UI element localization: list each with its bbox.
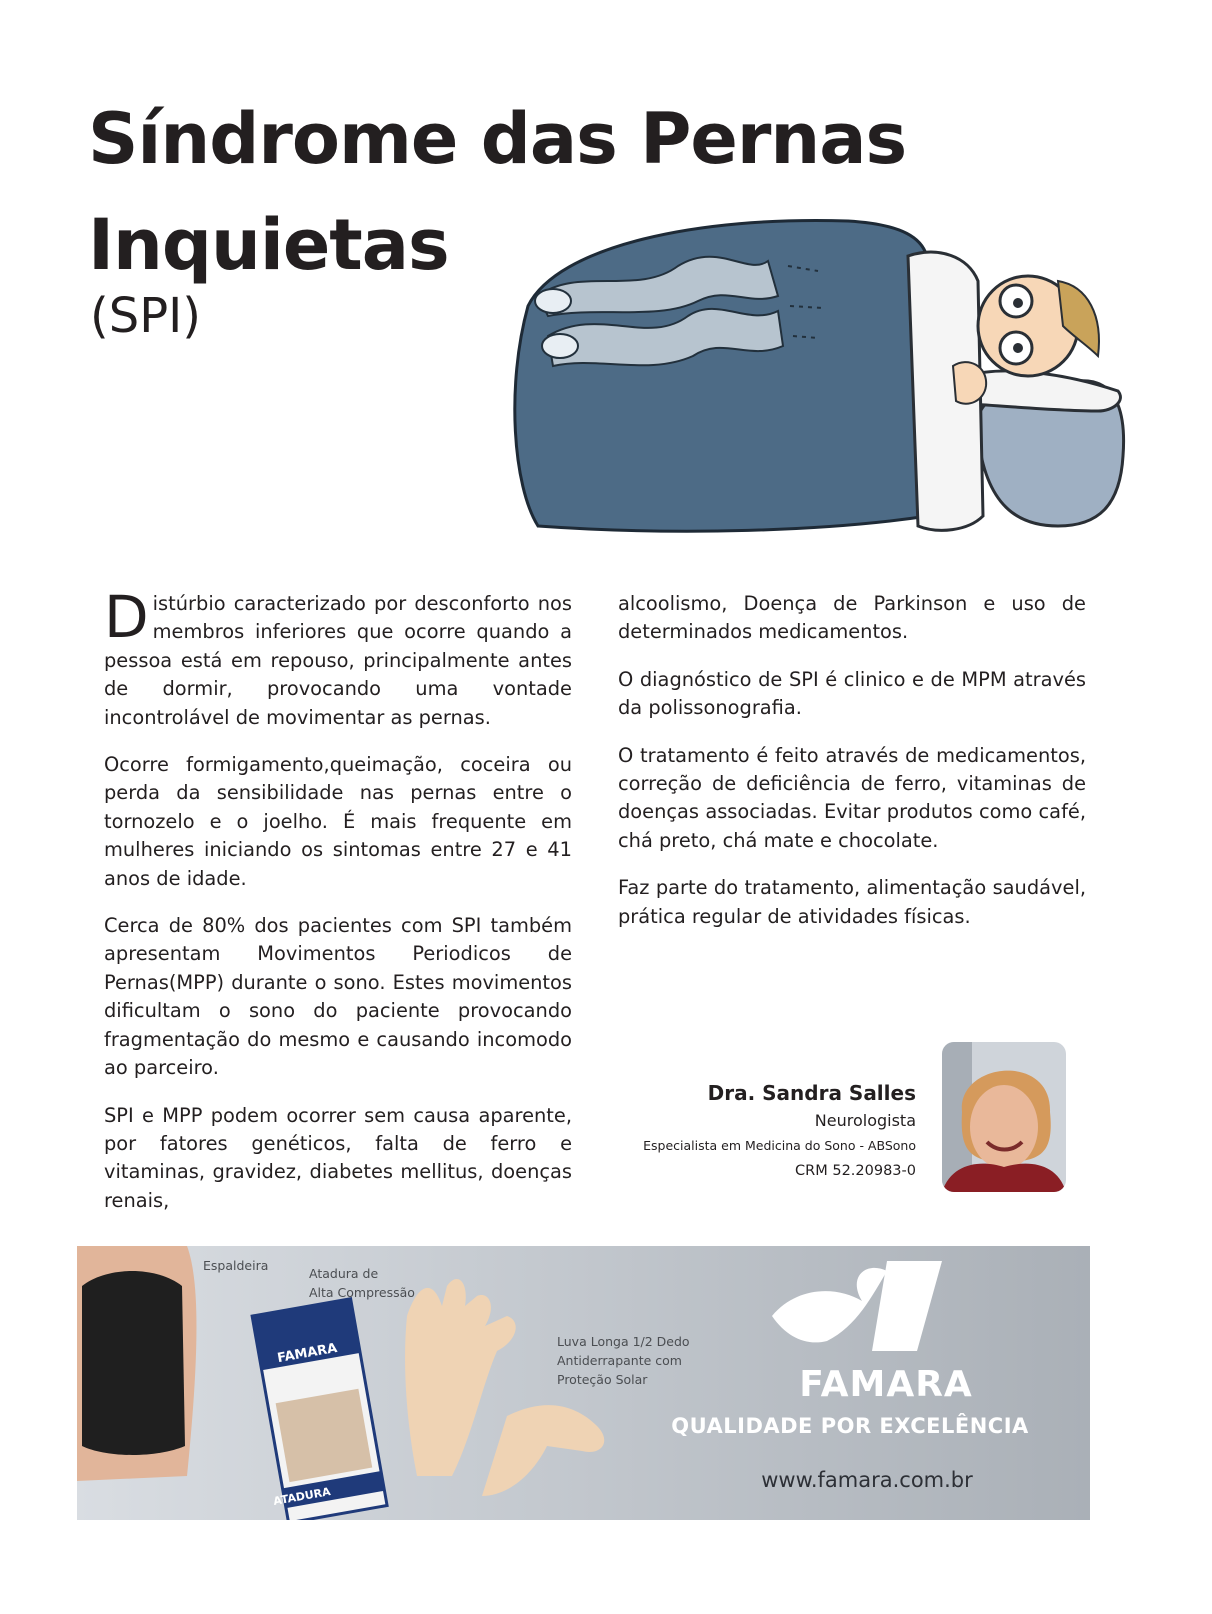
author-photo	[942, 1042, 1066, 1192]
paragraph-7: Faz parte do tratamento, alimentação saudável, prática regular de atividades físicas.	[618, 876, 1086, 928]
pillow-top	[968, 371, 1120, 411]
glove-hand	[482, 1405, 604, 1496]
box-label-text: ATADURA	[272, 1485, 332, 1508]
page-title: Síndrome das Pernas Inquietas	[88, 98, 907, 286]
bed-cartoon-illustration	[498, 186, 1138, 544]
label-espaldeira: Espaldeira	[203, 1258, 269, 1273]
paragraph-6: O tratamento é feito através de medicamentos, correção de deficiência de ferro, vitaminas de doenças associadas. Evitar produtos como café, chá preto, chá mate e chocolate.	[618, 743, 1086, 852]
author-specialty: Especialista em Medicina do Sono - ABSono	[643, 1138, 916, 1153]
label-luva-line2: Antiderrapante com	[557, 1353, 682, 1368]
famara-ad-banner	[77, 1246, 1090, 1520]
famara-url[interactable]: www.famara.com.br	[761, 1468, 973, 1492]
famara-brand: FAMARA	[799, 1364, 973, 1405]
label-luva-line1: Luva Longa 1/2 Dedo	[557, 1334, 690, 1349]
author-crm: CRM 52.20983-0	[795, 1163, 916, 1179]
page-subtitle: (SPI)	[90, 288, 202, 344]
paragraph-1	[104, 583, 572, 732]
article-column-left	[104, 583, 572, 1234]
box-brand-text: FAMARA	[276, 1340, 339, 1367]
label-atadura-line1: Atadura de	[309, 1266, 379, 1281]
paragraph-3: Cerca de 80% dos pacientes com SPI também apresentam Movimentos Periodicos de Pernas(MPP) durante o sono. Estes movimentos dificultam o sono do paciente provocando fragmentação do mesmo e causando incomodo ao parceiro.	[104, 914, 572, 1080]
paragraph-5: O diagnóstico de SPI é clinico e de MPM através da polissonografia.	[618, 667, 1086, 720]
article-column-right	[618, 590, 1086, 950]
author-role: Neurologista	[814, 1111, 916, 1130]
paragraph-4-end: alcoolismo, Doença de Parkinson e uso de determinados medicamentos.	[618, 592, 1086, 644]
famara-logo-icon	[767, 1256, 947, 1356]
dropcap-letter: D	[104, 583, 149, 651]
author-name: Dra. Sandra Salles	[707, 1081, 916, 1105]
paragraph-4-start: SPI e MPP podem ocorrer sem causa aparente, por fatores genéticos, falta de ferro e vitaminas, gravidez, diabetes mellitus, doenças renais,	[104, 1103, 572, 1212]
famara-slogan: QUALIDADE POR EXCELÊNCIA	[671, 1414, 1029, 1438]
label-atadura-line2: Alta Compressão	[309, 1285, 415, 1300]
hand	[953, 362, 986, 404]
author-signature	[643, 1078, 916, 1184]
paragraph-2: Ocorre formigamento,queimação, coceira ou perda da sensibilidade nas pernas entre o tornozelo e o joelho. É mais frequente em mulheres iniciando os sintomas entre 27 e 41 anos de idade.	[104, 753, 572, 890]
label-luva-line3: Proteção Solar	[557, 1372, 648, 1387]
posture-brace	[82, 1271, 185, 1455]
paragraph-1-text: istúrbio caracterizado por desconforto nos membros inferiores que ocorre quando a pessoa está em repouso, principalmente antes de dormir, provocando uma vontade incontrolável de movimentar as pernas.	[104, 592, 572, 729]
